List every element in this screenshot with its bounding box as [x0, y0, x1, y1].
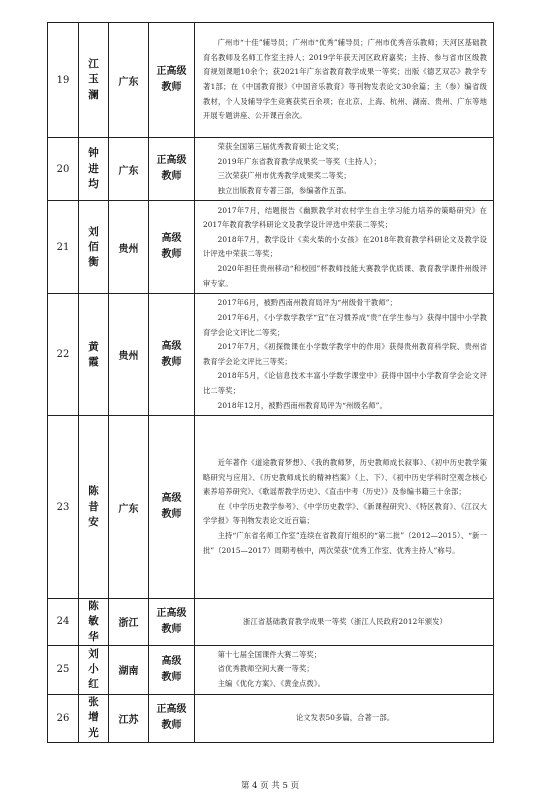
professional-title [149, 599, 195, 646]
professional-title [149, 694, 195, 742]
achievement-item: 2017年7月，结题报告《幽默教学对农村学生自主学习能力培养的策略研究》在2017年教育教学科研论文及教学设计评选中荣获二等奖； [203, 205, 487, 230]
name-char: 小 [88, 663, 99, 676]
row-number: 23 [48, 416, 79, 599]
teacher-name [79, 645, 109, 694]
title-line: 教师 [161, 623, 182, 635]
name-char: 敏 [88, 615, 99, 628]
title-line: 教师 [161, 509, 182, 521]
professional-title [149, 416, 195, 599]
achievements [195, 138, 494, 201]
teacher-name [79, 599, 109, 646]
table-row [48, 416, 494, 599]
name-char: 霞 [88, 355, 99, 368]
name-char: 刘 [88, 647, 99, 660]
title-line: 高级 [161, 493, 182, 505]
name-char: 陈 [88, 485, 99, 498]
achievements [195, 416, 494, 599]
name-char: 进 [88, 162, 99, 175]
achievements [195, 694, 494, 742]
row-number: 25 [48, 645, 79, 694]
name-char: 澜 [88, 88, 99, 101]
table-row [48, 294, 494, 416]
title-line: 教师 [161, 671, 182, 683]
title-line: 教师 [161, 171, 182, 183]
achievements [195, 645, 494, 694]
table-row [48, 694, 494, 742]
achievement-item: 2017年7月，《初探微课在小学数学教学中的作用》获得贵州教育科学院、贵州省教育学会论文评比三等奖； [203, 342, 487, 366]
achievement-item: 荣获全国第三届优秀教育硕士论文奖； [217, 142, 344, 151]
achievement-item: 第十七届全国课件大赛二等奖； [217, 649, 322, 659]
province: 湖南 [109, 645, 149, 694]
name-char: 衡 [88, 255, 99, 268]
achievements [195, 294, 494, 416]
table-row [48, 138, 494, 201]
province: 浙江 [109, 599, 149, 646]
title-line: 正高级 [156, 66, 187, 77]
name-char: 增 [88, 711, 99, 724]
achievement-item: 2019年广东省教育教学成果奖一等奖（主持人）； [217, 156, 381, 166]
achievements [195, 23, 494, 138]
table-row [48, 201, 494, 294]
achievements [195, 599, 494, 646]
teacher-name [79, 416, 109, 599]
achievement-item: 省优秀教师空间大赛一等奖； [217, 664, 314, 674]
name-char: 光 [88, 726, 99, 739]
name-char: 钟 [88, 147, 99, 160]
name-char: 张 [88, 696, 99, 709]
achievement-item: 独立出版教育专著三部，参编著作五部。 [217, 185, 351, 195]
achievement-item: 主编《优化方案》、《黄金点拨》。 [217, 678, 325, 688]
row-number: 20 [48, 138, 79, 201]
achievement-item: 2018年7月，教学设计《卖火柴的小女孩》在2018年教育教学科研论文及教学设计评选中荣获二等奖； [203, 234, 487, 259]
achievement-item: 在《中学历史教学参考》、《中学历史教学》、《新课程研究》、《特区教育》、《江汉大学学报》等刊物发表论文近百篇； [203, 501, 487, 526]
row-number: 19 [48, 23, 79, 138]
province: 贵州 [109, 294, 149, 416]
name-char: 刘 [88, 225, 99, 238]
professional-title [149, 138, 195, 201]
province: 广东 [109, 416, 149, 599]
achievement-item: 2018年5月，《论信息技术丰富小学数学课堂中》获得中国中小学教育学会论文评比二等奖； [203, 371, 487, 395]
title-line: 正高级 [156, 704, 187, 716]
teacher-name [79, 138, 109, 201]
achievement-item: 2018年12月，被黔西南州教育局评为“州级名师”。 [217, 400, 387, 410]
name-char: 陈 [88, 600, 99, 613]
professional-title [149, 645, 195, 694]
table-row [48, 23, 494, 138]
title-line: 教师 [161, 249, 182, 261]
row-number: 24 [48, 599, 79, 646]
achievements [195, 201, 494, 294]
row-number: 22 [48, 294, 79, 416]
page-footer: 第 4 页 共 5 页 [240, 781, 300, 791]
name-char: 华 [88, 630, 99, 643]
title-line: 高级 [161, 233, 182, 245]
title-line: 正高级 [156, 155, 187, 167]
achievement-item: 三次荣获广州市优秀教学成果奖二等奖； [217, 171, 351, 181]
table-row [48, 645, 494, 694]
honors-table-body [48, 23, 494, 743]
professional-title [149, 294, 195, 416]
achievement-item: 2017年6月，被黔西南州教育局评为“州级骨干教师”； [217, 298, 397, 308]
teacher-name [79, 201, 109, 294]
name-char: 均 [88, 177, 99, 190]
achievement-item: 主持“广东省名师工作室”连续在省教育厅组织的“第二批”（2012—2015）、“新一批”（2015—2017）周期考核中，两次荣获“优秀工作室、优秀主持人”称号。 [203, 531, 487, 555]
title-line: 教师 [161, 82, 182, 93]
achievement-item: 2017年6月，《小学数学教学“宜”在习惯养成“贵”在学生参与》获得中国中小学教育学会论文评比二等奖； [203, 312, 487, 337]
name-char: 昔 [88, 500, 99, 513]
honors-table [47, 22, 494, 743]
achievement-item: 论文发表50多篇，合著一部。 [295, 712, 395, 722]
teacher-name [79, 294, 109, 416]
achievement-item: 2020年担任贵州移动“和校园”杯教师技能大赛教学优质课、教育教学课件州级评审专家。 [203, 263, 487, 288]
row-number: 26 [48, 694, 79, 742]
table-row [48, 599, 494, 646]
achievement-item: 近年著作《道途教育梦想》、《我的教师梦，历史教师成长叙事》、《初中历史教学策略研究与应用》、《历史教师成长的精神档案》（上、下）、《初中历史学科时空观念核心素养培养研究》、《歌谣帮教学历史》、《直击中考（历史）》及参编书籍三十余部； [203, 458, 487, 497]
teacher-name [79, 694, 109, 742]
name-char: 江 [88, 58, 99, 71]
name-char: 佰 [88, 240, 99, 253]
title-line: 正高级 [156, 607, 187, 619]
name-char: 黄 [88, 340, 99, 353]
achievement-item: 广州市“十佳”辅导员；广州市“优秀”辅导员；广州市优秀音乐教师；天河区基础教育名教师及名师工作室主持人；2019学年获天河区政府嘉奖；主持、参与省市区级教育规划课题10余个；获2021年广东省教育教学成果一等奖；出版《德艺双芯》教学专著1部；在《中国教育报》《中国音乐教育》等刊物发表论文30余篇；主（参）编省级教材，个人及辅导学生竞赛获奖百余项；在北京、上海、杭州、湖南、贵州、广东等地开展专题讲座、公开课百余次。 [203, 38, 487, 121]
province: 广东 [109, 23, 149, 138]
name-char: 安 [88, 515, 99, 528]
name-char: 红 [88, 678, 99, 691]
achievement-item: 浙江省基础教育教学成果一等奖（浙江人民政府2012年颁发） [243, 616, 447, 626]
province: 贵州 [109, 201, 149, 294]
title-line: 高级 [161, 340, 182, 352]
name-char: 玉 [88, 73, 99, 86]
title-line: 高级 [161, 655, 182, 667]
title-line: 教师 [161, 720, 182, 732]
professional-title [149, 201, 195, 294]
professional-title [149, 23, 195, 138]
row-number: 21 [48, 201, 79, 294]
province: 江苏 [109, 694, 149, 742]
province: 广东 [109, 138, 149, 201]
teacher-name [79, 23, 109, 138]
title-line: 教师 [161, 356, 182, 368]
